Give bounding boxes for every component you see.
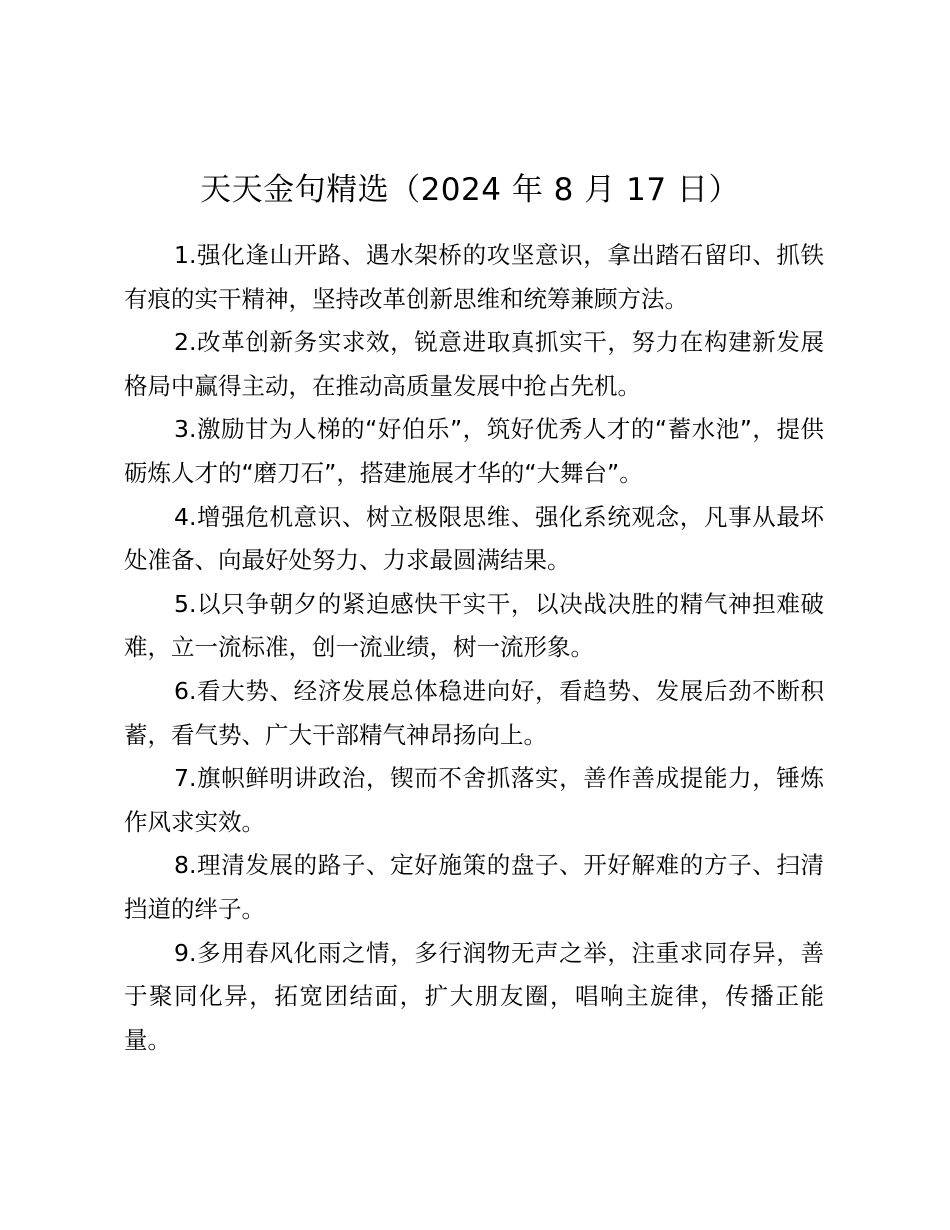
quote-paragraph-5: 5.以只争朝夕的紧迫感快干实干，以决战决胜的精气神担难破难，立一流标准，创一流业绩，树一流形象。 (124, 589, 824, 662)
quote-paragraph-9: 9.多用春风化雨之情，多行润物无声之举，注重求同存异，善于聚同化异，拓宽团结面，扩大朋友圈，唱响主旋律，传播正能量。 (124, 938, 824, 1054)
document-body (124, 234, 824, 1062)
quote-paragraph-1: 1.强化逢山开路、遇水架桥的攻坚意识，拿出踏石留印、抓铁有痕的实干精神，坚持改革创新思维和统筹兼顾方法。 (124, 241, 824, 313)
document-title: 天天金句精选（2024 年 8 月 17 日） (200, 172, 740, 208)
quote-paragraph-4: 4.增强危机意识、树立极限思维、强化系统观念，凡事从最坏处准备、向最好处努力、力求最圆满结果。 (124, 502, 824, 575)
quote-paragraph-2: 2.改革创新务实求效，锐意进取真抓实干，努力在构建新发展格局中赢得主动，在推动高质量发展中抢占先机。 (124, 328, 824, 400)
quote-paragraph-6: 6.看大势、经济发展总体稳进向好，看趋势、发展后劲不断积蓄，看气势、广大干部精气神昂扬向上。 (124, 676, 824, 749)
quote-paragraph-7: 7.旗帜鲜明讲政治，锲而不舍抓落实，善作善成提能力，锤炼作风求实效。 (124, 764, 824, 836)
quote-paragraph-3: 3.激励甘为人梯的“好伯乐”，筑好优秀人才的“蓄水池”，提供砺炼人才的“磨刀石”，搭建施展才华的“大舞台”。 (124, 415, 824, 487)
quote-paragraph-8: 8.理清发展的路子、定好施策的盘子、开好解难的方子、扫清挡道的绊子。 (124, 851, 824, 923)
